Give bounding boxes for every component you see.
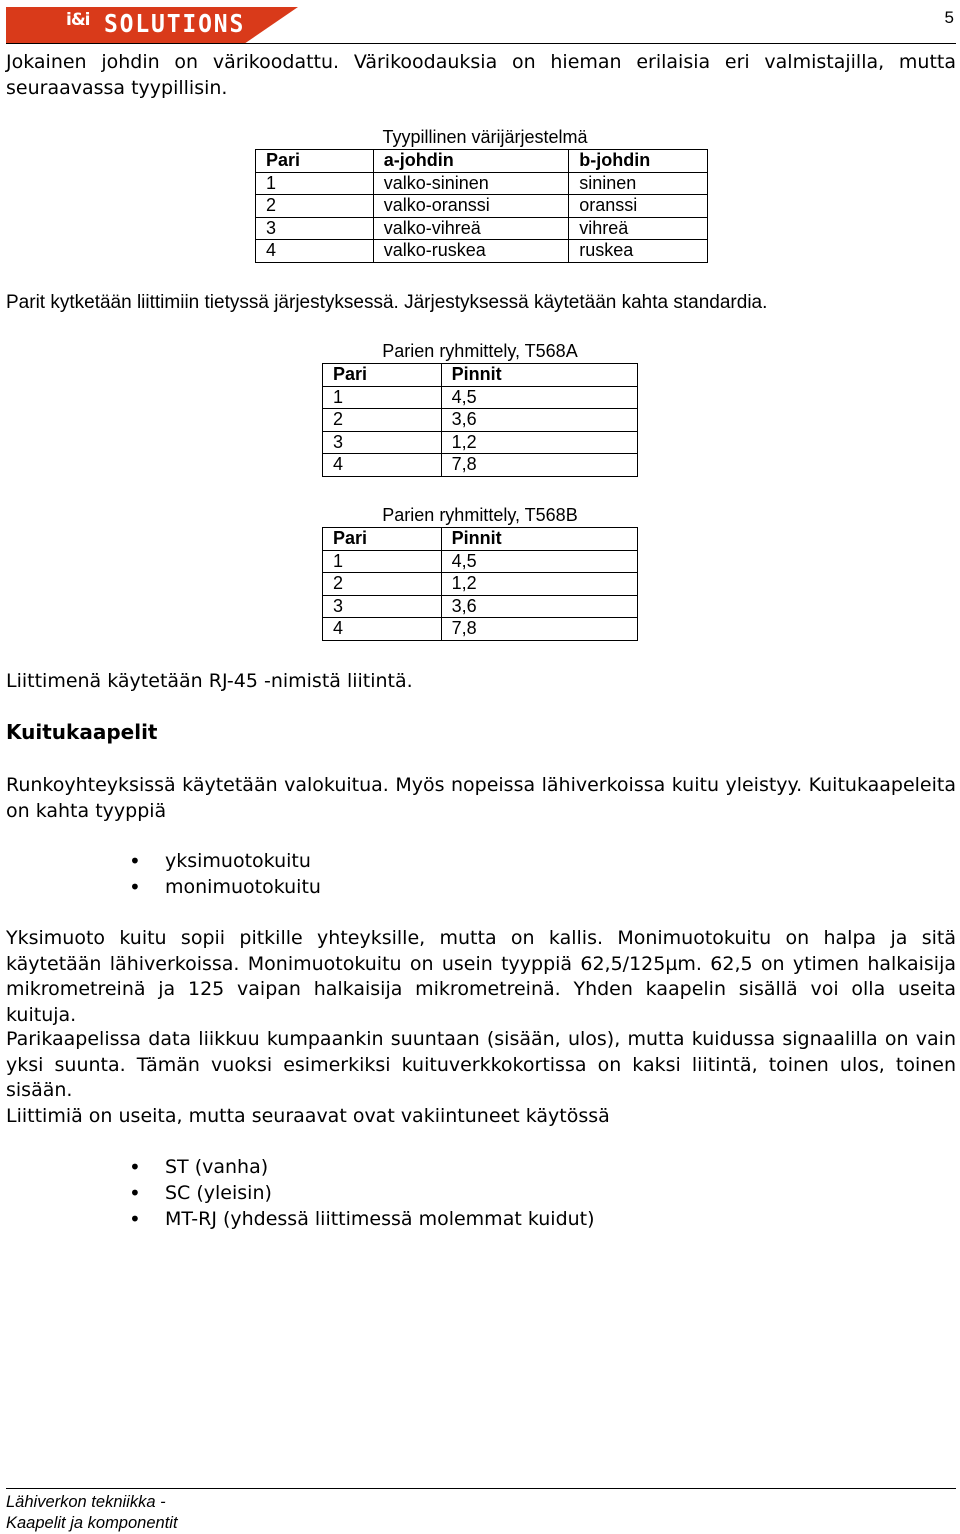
table-cell: 3 [323,595,442,618]
table-cell: 1 [256,172,374,195]
t568b-caption: Parien ryhmittely, T568B [382,505,578,525]
t568a-table [322,363,638,477]
list-item: • MT-RJ (yhdessä liittimessä molemmat kuidut) [6,1206,595,1232]
table-cell: 4 [323,454,442,477]
table-cell: valko-vihreä [373,217,569,240]
table-row [256,195,708,218]
table-header-cell: b-johdin [569,150,708,173]
footer-divider [6,1488,956,1489]
page-number: 5 [944,8,954,27]
table-row [323,409,638,432]
connectors-intro-paragraph: Liittimiä on useita, mutta seuraavat ovat vakiintuneet käytössä [6,1105,610,1127]
logo-prefix: i&i [66,10,90,30]
table-header-row [323,528,638,551]
section-heading: Kuitukaapelit [6,720,158,744]
table-row [323,550,638,573]
fiber-type-list [6,848,321,900]
table-cell: ruskea [569,240,708,263]
pairs-paragraph: Parit kytketään liittimiin tietyssä järjestyksessä. Järjestyksessä käytetään kahta standardia. [6,292,768,313]
table-cell: vihreä [569,217,708,240]
table-header-cell: Pari [323,364,442,387]
table-header-row [256,150,708,173]
fiber-direction-paragraph: Parikaapelissa data liikkuu kumpaankin suuntaan (sisään, ulos), mutta kuidussa signaalilla on vain yksi suunta. Tämän vuoksi esimerkiksi kuituverkkokortissa on kaksi liitintä, toinen ulos, toinen sisään. [6,1028,956,1101]
table-cell: 1,2 [441,431,637,454]
table-cell: valko-oranssi [373,195,569,218]
table-cell: 7,8 [441,454,637,477]
logo-text: SOLUTIONS [104,9,246,38]
connector-list [6,1154,595,1232]
table-cell: 4 [256,240,374,263]
t568a-caption: Parien ryhmittely, T568A [382,341,578,361]
footer-title: Lähiverkon tekniikka - [6,1493,166,1511]
table-cell: 2 [256,195,374,218]
table-row [323,454,638,477]
table-row [323,573,638,596]
table-header-cell: a-johdin [373,150,569,173]
fiber-intro-paragraph: Runkoyhteyksissä käytetään valokuitua. Myös nopeissa lähiverkoissa kuitu yleistyy. Kuitukaapeleita on kahta tyyppiä [6,774,956,822]
table-cell: 1 [323,550,442,573]
intro-paragraph: Jokainen johdin on värikoodattu. Värikoodauksia on hieman erilaisia eri valmistajilla, mutta seuraavassa tyypillisin. [6,51,956,99]
table-header-row [323,364,638,387]
table-header-cell: Pari [323,528,442,551]
table-header-cell: Pinnit [441,364,637,387]
table-cell: 1,2 [441,573,637,596]
table-row [323,431,638,454]
table-cell: 3 [323,431,442,454]
table-cell: 4,5 [441,386,637,409]
table-row [256,240,708,263]
header-divider [6,43,956,44]
color-table [255,149,708,263]
table-cell: sininen [569,172,708,195]
list-item: • SC (yleisin) [6,1180,595,1206]
table-cell: 2 [323,409,442,432]
list-item: • monimuotokuitu [6,874,321,900]
table-header-cell: Pari [256,150,374,173]
table-cell: 1 [323,386,442,409]
table-cell: valko-ruskea [373,240,569,263]
table-cell: 7,8 [441,618,637,641]
t568b-table [322,527,638,641]
table-cell: 2 [323,573,442,596]
table-row [323,618,638,641]
footer-subtitle: Kaapelit ja komponentit [6,1514,178,1532]
list-item: • ST (vanha) [6,1154,595,1180]
table-row [323,595,638,618]
footer [6,1492,178,1534]
fiber-detail-paragraph: Yksimuoto kuitu sopii pitkille yhteyksille, mutta on kallis. Monimuotokuitu on halpa ja sitä käytetään lähiverkoissa. Monimuotokuitu on usein tyyppiä 62,5/125µm. 62,5 on ytimen halkaisija mikrometreinä ja 125 vaipan halkaisija mikrometreinä. Yhden kaapelin sisällä voi olla useita kuituja. [6,927,956,1026]
table-row [256,217,708,240]
table-cell: 3,6 [441,409,637,432]
connector-paragraph: Liittimenä käytetään RJ-45 -nimistä liitintä. [6,670,413,692]
table-cell: 4,5 [441,550,637,573]
table-row [256,172,708,195]
table-row [323,386,638,409]
table-cell: 3 [256,217,374,240]
table-cell: 4 [323,618,442,641]
color-table-caption: Tyypillinen värijärjestelmä [382,127,588,147]
table-cell: oranssi [569,195,708,218]
table-header-cell: Pinnit [441,528,637,551]
table-cell: valko-sininen [373,172,569,195]
table-cell: 3,6 [441,595,637,618]
list-item: • yksimuotokuitu [6,848,321,874]
